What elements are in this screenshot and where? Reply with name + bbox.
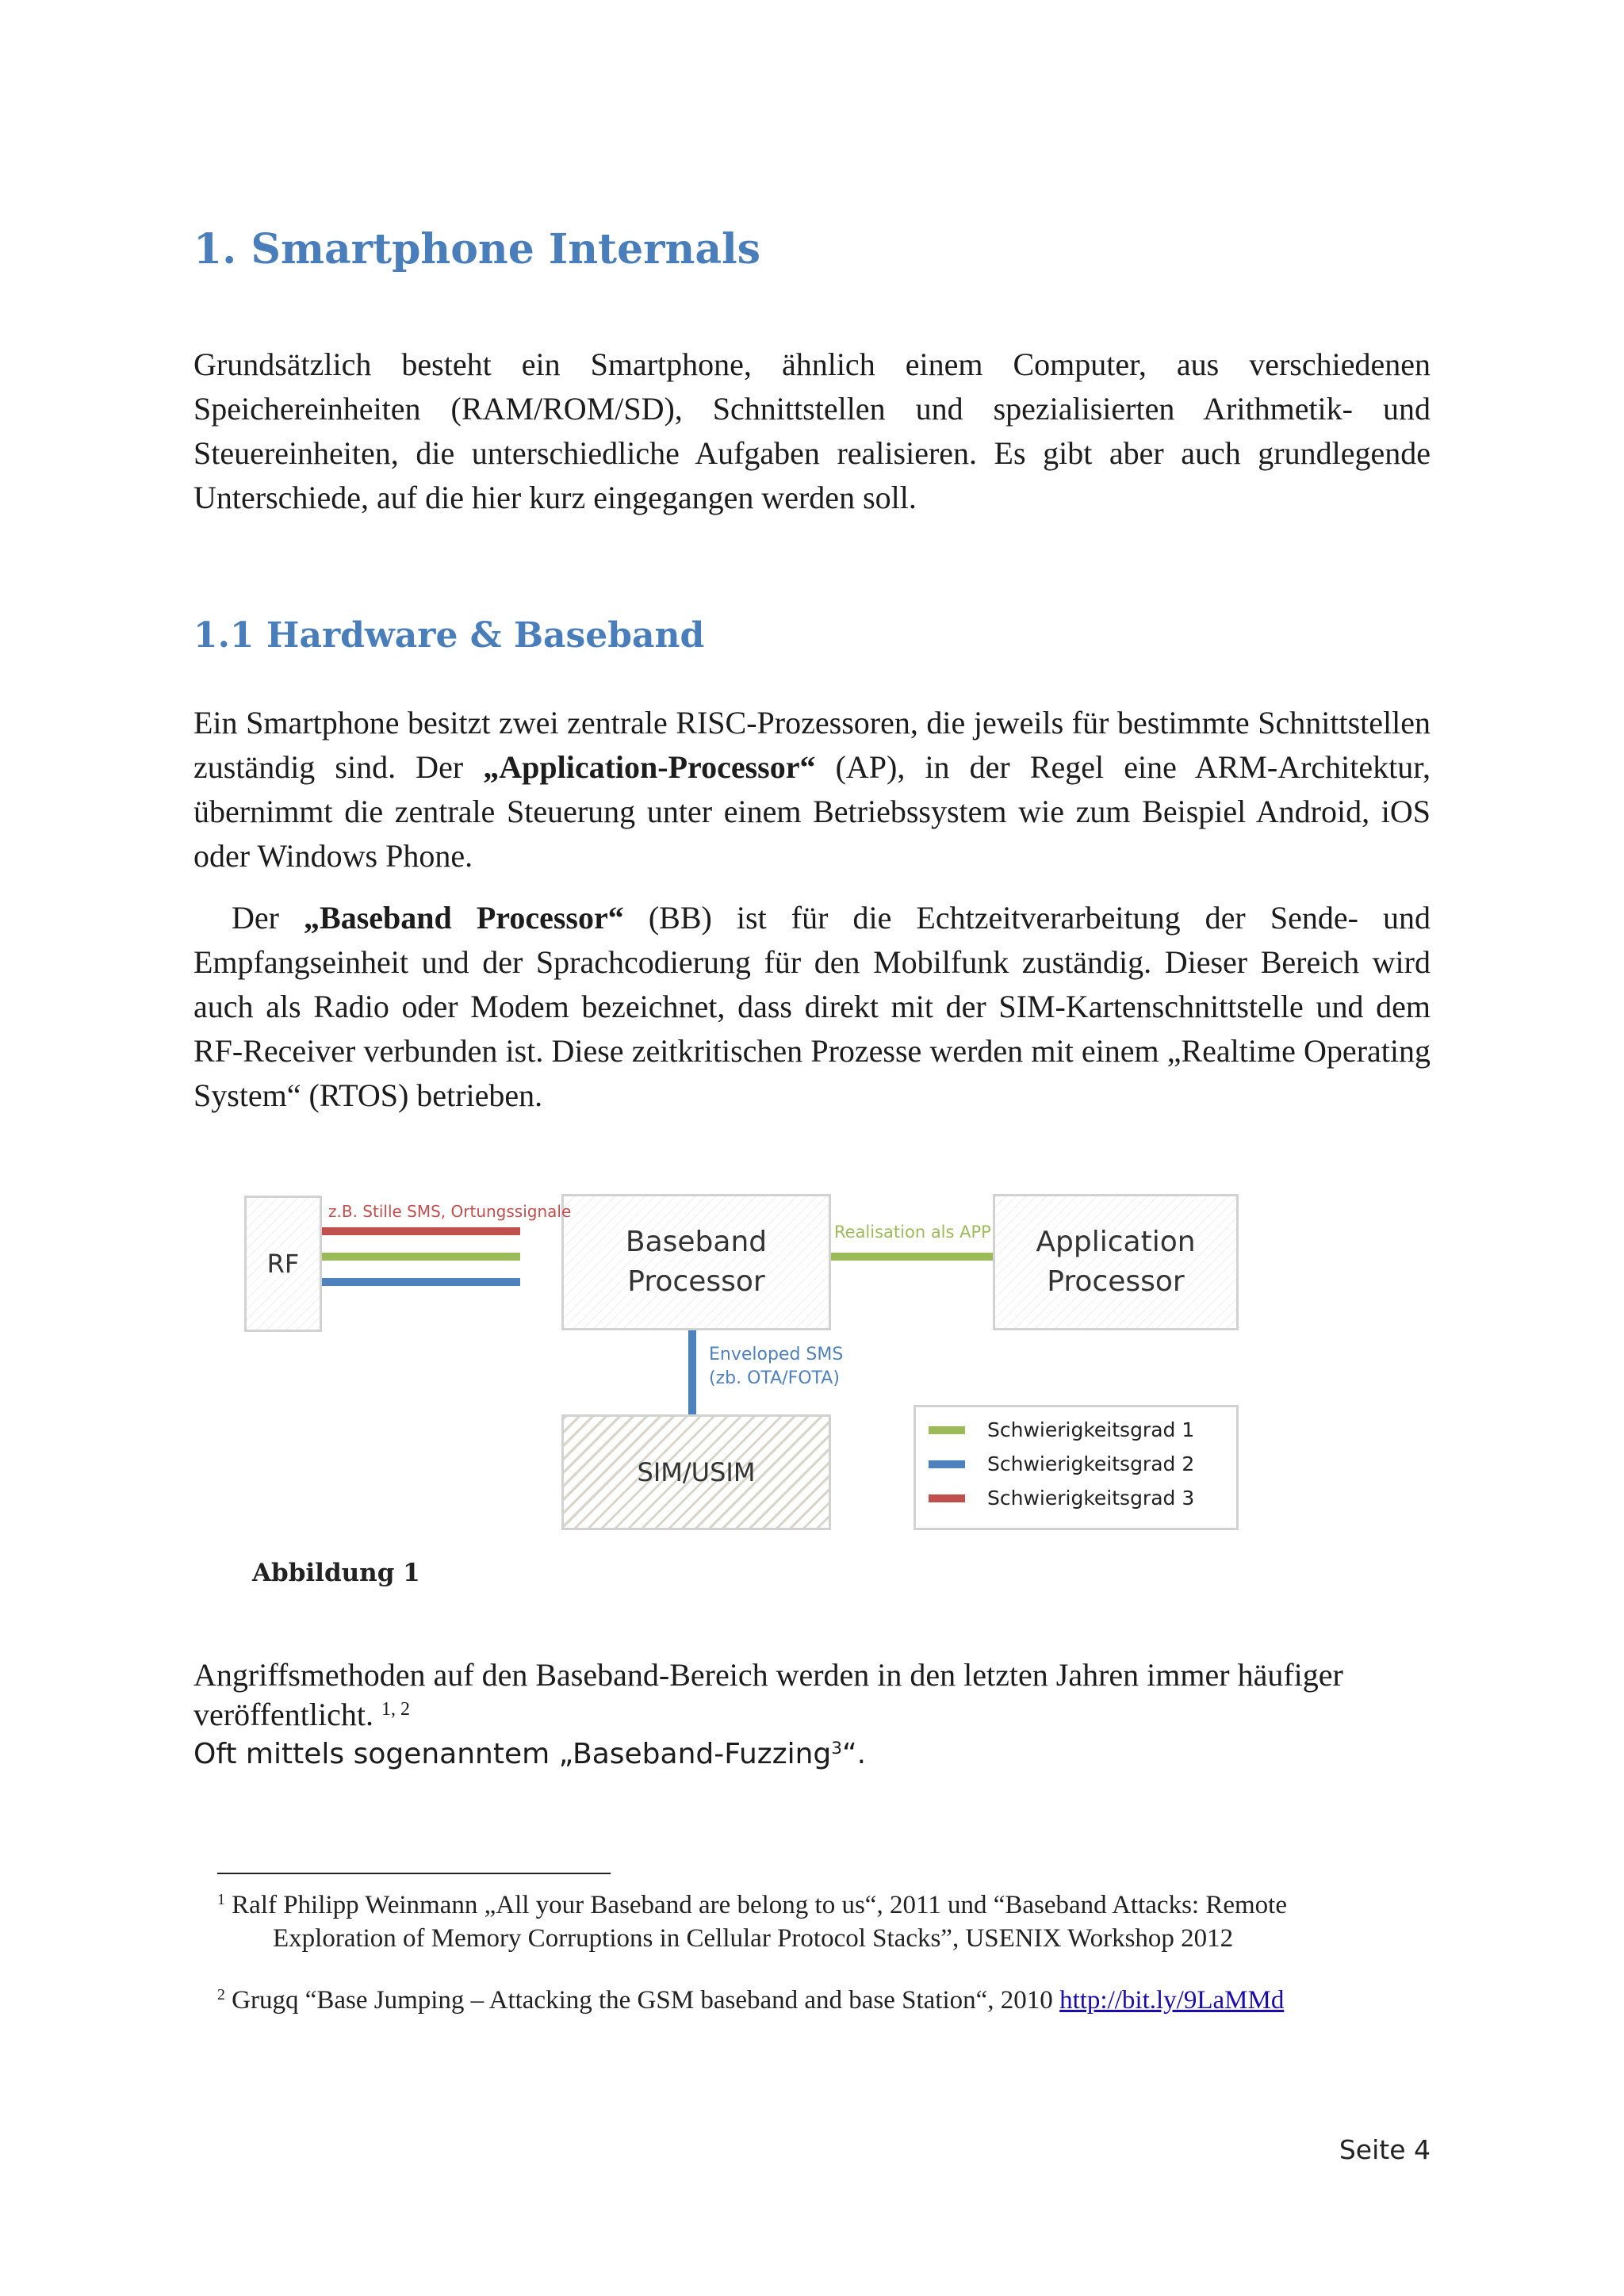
footnote-line: Exploration of Memory Corruptions in Cellular Protocol Stacks”, USENIX Workshop 2012 [273, 1924, 1234, 1953]
attack-methods-text [193, 1655, 1431, 1735]
legend-label: Schwierigkeitsgrad 1 [987, 1418, 1195, 1441]
intro-paragraph-block [193, 342, 1431, 520]
figure-caption: Abbildung 1 [252, 1559, 420, 1587]
fuzzing-text-part: Oft mittels sogenanntem „Baseband-Fuzzing [193, 1738, 832, 1770]
fuzzing-text-part: “. [842, 1738, 867, 1770]
baseband-label-line1: Baseband [625, 1226, 768, 1258]
emphasis-term: „Baseband Processor“ [304, 900, 624, 936]
connection-line-level3 [320, 1227, 520, 1235]
paragraph-text: Ein Smartphone besitzt zwei zentrale RISC-Prozessoren, die jeweils für bestimmte Schnittstellen zuständig sind. Der [193, 705, 1431, 785]
legend-label: Schwierigkeitsgrad 2 [987, 1452, 1195, 1475]
baseband-processor-box [561, 1194, 831, 1330]
sim-label: SIM/USIM [637, 1457, 756, 1487]
footnote-number: 2 [217, 1986, 225, 2004]
application-processor-box [993, 1194, 1239, 1330]
legend-swatch [929, 1460, 965, 1468]
legend-item [929, 1452, 1194, 1475]
fuzzing-text [193, 1735, 1431, 1774]
rf-baseband-connection-label: z.B. Stille SMS, Ortungssignale [328, 1202, 572, 1221]
connection-line-level1 [320, 1253, 520, 1261]
baseband-app-connection-label: Realisation als APP [834, 1223, 991, 1242]
section-heading: 1. Smartphone Internals [193, 225, 761, 274]
baseband-processor-paragraph-block [193, 896, 1431, 1118]
paragraph-text: Der [232, 900, 304, 936]
legend-swatch [929, 1426, 965, 1434]
baseband-sim-connection-label-2: (zb. OTA/FOTA) [709, 1368, 840, 1388]
connection-line-level2 [688, 1326, 696, 1414]
sim-usim-box [561, 1414, 831, 1530]
footnote-separator [217, 1873, 611, 1874]
paragraph-text: (BB) ist für die Echtzeitverarbeitung der Sende- und Empfangseinheit und der Sprachcodierung für den Mobilfunk zuständig. Dieser Bereich wird auch als Radio oder Modem bezeichnet, dass direkt mit der SIM-Kartenschnittstelle und dem RF-Receiver verbunden ist. Diese zeitkritischen Prozesse werden mit einem „Realtime Operating System“ (RTOS) betrieben. [193, 900, 1431, 1113]
page-number: Seite 4 [1339, 2134, 1431, 2165]
legend-label: Schwierigkeitsgrad 3 [987, 1487, 1195, 1510]
rf-label: RF [266, 1249, 300, 1279]
attack-methods-block [193, 1655, 1431, 1774]
baseband-label-line2: Processor [627, 1265, 765, 1298]
connection-line-level2 [320, 1278, 520, 1286]
paragraph-text: (AP), in der Regel eine ARM-Architektur, übernimmt die zentrale Steuerung unter einem Betriebssystem wie zum Beispiel Android, iOS oder Windows Phone. [193, 749, 1431, 874]
attack-text: Angriffsmethoden auf den Baseband-Bereich werden in den letzten Jahren immer häufiger veröffentlicht. [193, 1657, 1343, 1732]
baseband-sim-connection-label-1: Enveloped SMS [709, 1345, 844, 1364]
difficulty-legend [914, 1405, 1239, 1530]
rf-box [244, 1196, 322, 1332]
footnote-reference[interactable]: 3 [831, 1739, 843, 1759]
application-processor-paragraph-block [193, 701, 1431, 878]
connection-line-level1 [828, 1253, 994, 1261]
legend-item [929, 1487, 1194, 1510]
footnote-2 [217, 1984, 1423, 2017]
footnote-line: Grugq “Base Jumping – Attacking the GSM baseband and base Station“, 2010 [232, 1986, 1060, 2015]
footnote-link[interactable]: http://bit.ly/9LaMMd [1059, 1986, 1285, 2015]
footnote-1 [217, 1888, 1423, 1955]
application-label-line1: Application [1036, 1226, 1196, 1258]
footnote-text [217, 1888, 1423, 1955]
legend-item [929, 1418, 1194, 1441]
application-label-line2: Processor [1047, 1265, 1185, 1298]
footnote-text [217, 1984, 1423, 2017]
emphasis-term: „Application-Processor“ [483, 749, 816, 785]
architecture-diagram [238, 1186, 1245, 1540]
intro-paragraph: Grundsätzlich besteht ein Smartphone, ähnlich einem Computer, aus verschiedenen Speichereinheiten (RAM/ROM/SD), Schnittstellen und spezialisierten Arithmetik- und Steuereinheiten, die unterschiedliche Aufgaben realisieren. Es gibt aber auch grundlegende Unterschiede, auf die hier kurz eingegangen werden soll. [193, 346, 1431, 515]
baseband-processor-paragraph [193, 896, 1431, 1118]
footnote-line: Ralf Philipp Weinmann „All your Baseband are belong to us“, 2011 und “Baseband Attacks: Remote [232, 1891, 1287, 1919]
footnote-reference[interactable]: 1, 2 [381, 1698, 410, 1720]
application-processor-paragraph [193, 701, 1431, 878]
subsection-heading: 1.1 Hardware & Baseband [193, 615, 705, 656]
legend-swatch [929, 1494, 965, 1502]
footnote-number: 1 [217, 1891, 225, 1909]
